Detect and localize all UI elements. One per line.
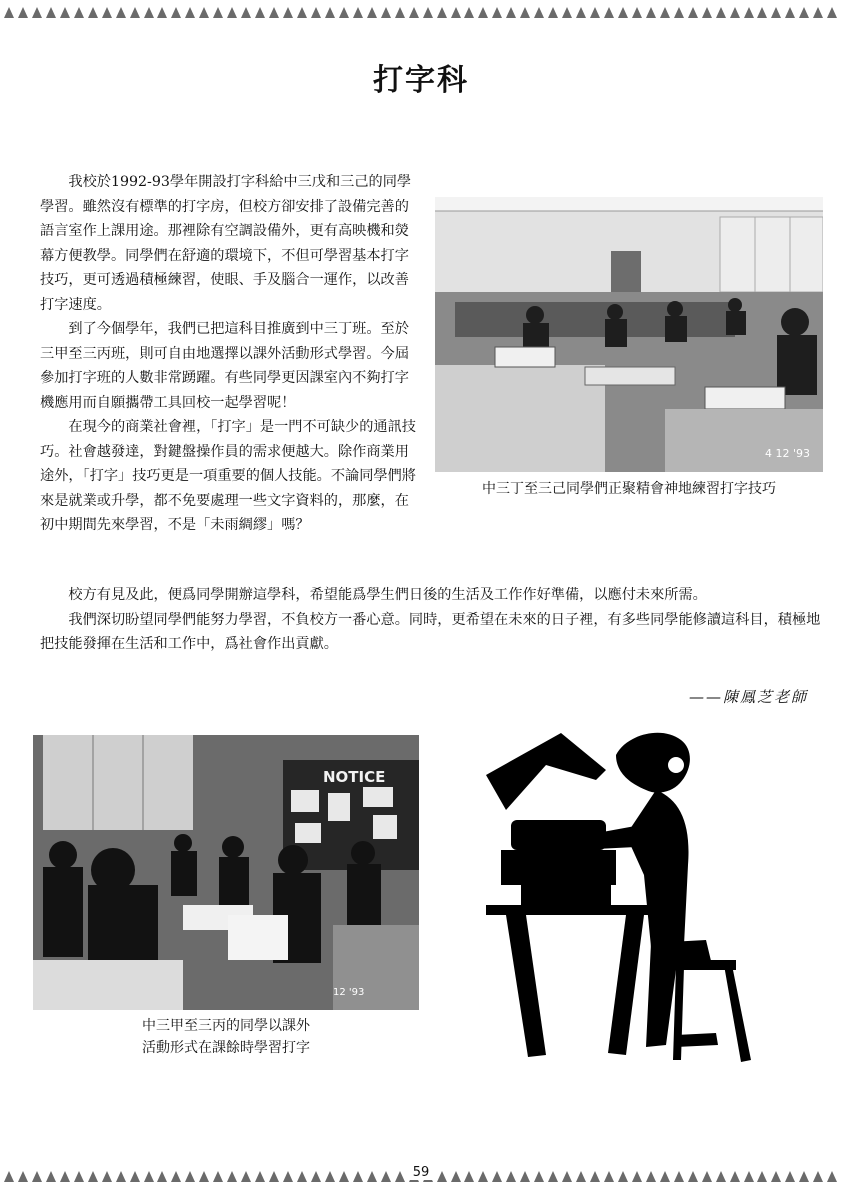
photo2-caption-line: 活動形式在課餘時學習打字 <box>142 1040 310 1056</box>
border-triangle <box>548 7 558 18</box>
border-triangle <box>730 7 740 18</box>
border-triangle <box>702 1171 712 1182</box>
border-triangle <box>339 1171 349 1182</box>
border-triangle <box>464 7 474 18</box>
body-text-column <box>40 170 418 538</box>
border-triangle <box>604 1171 614 1182</box>
border-triangle <box>688 7 698 18</box>
notice-sign: NOTICE <box>323 768 386 786</box>
border-triangle <box>618 1171 628 1182</box>
border-triangle <box>116 1171 126 1182</box>
paragraph: 在現今的商業社會裡，「打字」是一門不可缺少的通訊技巧。社會越發達，對鍵盤操作員的需求便越大。除作商業用途外，「打字」技巧更是一項重要的個人技能。不論同學們將來是就業或升學，都不免要處理一些文字資料的，那麼，在初中期間先來學習，不是「未雨綢繆」嗎？ <box>40 419 416 533</box>
border-triangle <box>46 1171 56 1182</box>
border-triangle <box>548 1171 558 1182</box>
border-triangle <box>437 7 447 18</box>
border-triangle <box>674 1171 684 1182</box>
border-triangle <box>241 1171 251 1182</box>
border-triangle <box>785 1171 795 1182</box>
border-triangle <box>744 1171 754 1182</box>
paragraph: 我們深切盼望同學們能努力學習，不負校方一番心意。同時，更希望在未來的日子裡，有多些同學能修讀這科目，積極地把技能發揮在生活和工作中，爲社會作出貢獻。 <box>40 611 821 652</box>
border-triangle <box>409 7 419 18</box>
border-triangle <box>353 7 363 18</box>
photo2-caption <box>33 1015 419 1059</box>
border-triangle <box>646 7 656 18</box>
border-triangle <box>269 1171 279 1182</box>
border-triangle <box>116 7 126 18</box>
border-triangle <box>171 7 181 18</box>
border-triangle <box>464 1171 474 1182</box>
border-triangle <box>157 7 167 18</box>
page-title: 打字科 <box>373 63 469 98</box>
border-triangle <box>199 7 209 18</box>
border-triangle <box>632 1171 642 1182</box>
border-triangle <box>283 7 293 18</box>
classroom-photo-1 <box>435 197 823 472</box>
border-triangle <box>18 1171 28 1182</box>
border-triangle <box>506 1171 516 1182</box>
border-triangle <box>576 1171 586 1182</box>
border-triangle <box>688 1171 698 1182</box>
border-triangle <box>185 1171 195 1182</box>
border-triangle <box>32 1171 42 1182</box>
border-triangle <box>492 7 502 18</box>
border-triangle <box>60 7 70 18</box>
border-triangle <box>367 7 377 18</box>
border-triangle <box>827 7 837 18</box>
author-signature: ——陳鳳芝老師 <box>688 688 808 706</box>
border-triangle <box>813 1171 823 1182</box>
photo2-caption-line: 中三甲至三丙的同學以課外 <box>142 1018 310 1034</box>
photo2-date-stamp: 12 '93 <box>333 987 365 998</box>
border-triangle <box>144 7 154 18</box>
border-triangle <box>520 7 530 18</box>
border-triangle <box>74 1171 84 1182</box>
border-triangle <box>241 7 251 18</box>
border-triangle <box>339 7 349 18</box>
border-triangle <box>799 1171 809 1182</box>
border-triangle <box>576 7 586 18</box>
border-triangle <box>757 7 767 18</box>
border-triangle <box>506 7 516 18</box>
border-triangle <box>799 7 809 18</box>
border-triangle <box>269 7 279 18</box>
border-triangle <box>227 1171 237 1182</box>
border-triangle <box>130 7 140 18</box>
border-triangle <box>827 1171 837 1182</box>
border-triangle <box>646 1171 656 1182</box>
border-triangle <box>757 1171 767 1182</box>
border-triangle <box>88 1171 98 1182</box>
photo1-date-stamp: 4 12 '93 <box>765 447 811 460</box>
border-triangle <box>744 7 754 18</box>
classroom-photo-1-drawing <box>435 197 823 472</box>
border-triangle <box>590 7 600 18</box>
border-triangle <box>534 7 544 18</box>
border-triangle <box>353 1171 363 1182</box>
border-triangle <box>478 1171 488 1182</box>
border-triangle <box>381 1171 391 1182</box>
border-triangle <box>297 1171 307 1182</box>
border-triangle <box>311 1171 321 1182</box>
border-triangle <box>102 7 112 18</box>
border-triangle <box>674 7 684 18</box>
page-number: 59 <box>404 1165 438 1180</box>
border-triangle <box>213 7 223 18</box>
typist-silhouette-icon <box>466 715 828 1077</box>
border-triangle <box>730 1171 740 1182</box>
paragraph: 校方有見及此，便爲同學開辦這學科，希望能爲學生們日後的生活及工作作好準備，以應付未來所需。 <box>68 587 707 603</box>
border-triangle <box>297 7 307 18</box>
border-triangle <box>813 7 823 18</box>
border-triangle <box>130 1171 140 1182</box>
border-triangle <box>74 7 84 18</box>
border-triangle <box>367 1171 377 1182</box>
border-triangle <box>716 1171 726 1182</box>
border-triangle <box>283 1171 293 1182</box>
border-triangle <box>492 1171 502 1182</box>
border-triangle <box>185 7 195 18</box>
border-triangle <box>46 7 56 18</box>
border-triangle <box>562 7 572 18</box>
border-triangle <box>478 7 488 18</box>
border-triangle <box>771 7 781 18</box>
border-triangle <box>604 7 614 18</box>
border-triangle <box>199 1171 209 1182</box>
border-triangle <box>255 1171 265 1182</box>
border-triangle <box>311 7 321 18</box>
border-triangle <box>437 1171 447 1182</box>
border-triangle <box>702 7 712 18</box>
border-triangle <box>60 1171 70 1182</box>
border-triangle <box>381 7 391 18</box>
border-triangle <box>632 7 642 18</box>
paragraph: 到了今個學年，我們已把這科目推廣到中三丁班。至於三甲至三丙班，則可自由地選擇以課外活動形式學習。今屆參加打字班的人數非常踴躍。有些同學更因課室內不夠打字機應用而自願攜帶工具回校一起學習呢！ <box>40 321 409 411</box>
border-triangle <box>4 1171 14 1182</box>
border-triangle <box>18 7 28 18</box>
border-triangle <box>213 1171 223 1182</box>
border-triangle <box>618 7 628 18</box>
border-triangle <box>771 1171 781 1182</box>
photo1-caption: 中三丁至三己同學們正聚精會神地練習打字技巧 <box>482 481 776 497</box>
border-triangle <box>255 7 265 18</box>
border-triangle <box>660 7 670 18</box>
border-triangle <box>144 1171 154 1182</box>
border-triangle <box>520 1171 530 1182</box>
border-triangle <box>325 1171 335 1182</box>
border-triangle <box>590 1171 600 1182</box>
border-triangle <box>660 1171 670 1182</box>
border-triangle <box>325 7 335 18</box>
border-triangle <box>451 1171 461 1182</box>
classroom-photo-2-drawing <box>33 735 419 1010</box>
border-triangle <box>562 1171 572 1182</box>
body-text-full <box>40 583 822 657</box>
border-triangle <box>227 7 237 18</box>
classroom-photo-2 <box>33 735 419 1010</box>
border-triangle <box>534 1171 544 1182</box>
border-triangle <box>785 7 795 18</box>
border-triangle <box>102 1171 112 1182</box>
border-triangle <box>423 7 433 18</box>
paragraph: 我校於1992-93學年開設打字科給中三戊和三己的同學學習。雖然沒有標準的打字房，但校方卻安排了設備完善的語言室作上課用途。那裡除有空調設備外，更有高映機和熒幕方便教學。同學們在舒適的環境下，不但可學習基本打字技巧，更可透過積極練習，使眼、手及腦合一運作，以改善打字速度。 <box>40 174 412 313</box>
top-border <box>4 7 838 21</box>
border-triangle <box>4 7 14 18</box>
border-triangle <box>451 7 461 18</box>
border-triangle <box>171 1171 181 1182</box>
border-triangle <box>88 7 98 18</box>
border-triangle <box>395 7 405 18</box>
border-triangle <box>716 7 726 18</box>
border-triangle <box>32 7 42 18</box>
border-triangle <box>157 1171 167 1182</box>
